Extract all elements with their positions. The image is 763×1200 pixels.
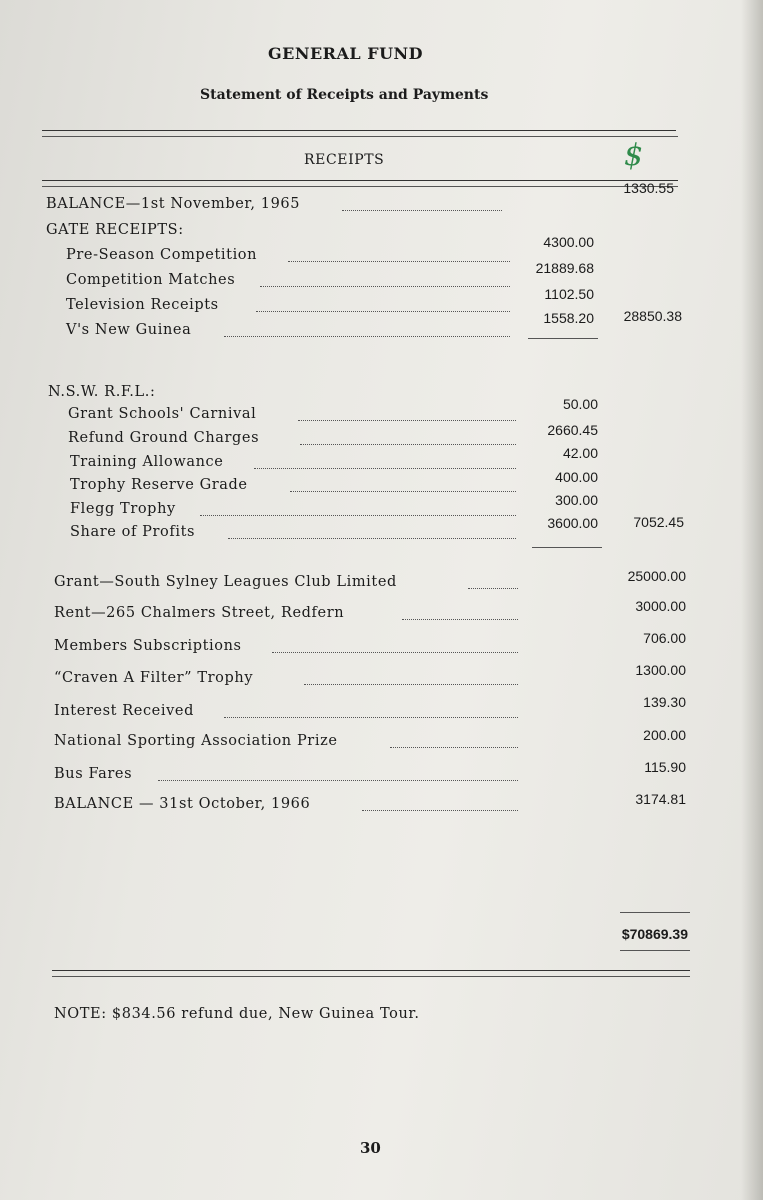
nswrfl-item-label: Trophy Reserve Grade (70, 477, 248, 493)
leader-dots (260, 286, 510, 287)
nswrfl-item-label: Training Allowance (70, 454, 224, 470)
nswrfl-item-amount: 2660.45 (547, 422, 598, 438)
other-item-label: “Craven A Filter” Trophy (54, 670, 254, 686)
gate-receipts-total: 28850.38 (623, 308, 682, 324)
leader-dots (256, 311, 510, 312)
other-item-label: National Sporting Association Prize (54, 733, 338, 749)
leader-dots (200, 515, 516, 516)
other-item-total: 3000.00 (635, 598, 686, 614)
nswrfl-item-amount: 3600.00 (547, 515, 598, 531)
leader-dots (224, 336, 510, 337)
nswrfl-item-amount: 400.00 (555, 469, 598, 485)
page-number: 30 (360, 1139, 381, 1157)
page-spine-shadow (741, 0, 763, 1200)
leader-dots (362, 810, 518, 811)
opening-balance-total: 1330.55 (623, 180, 674, 196)
gate-item-label: Competition Matches (66, 272, 236, 288)
grand-total: $70869.39 (621, 926, 688, 942)
header-rule-bottom-2 (42, 186, 678, 187)
leader-dots (158, 780, 518, 781)
leader-dots (390, 747, 518, 748)
header-rule-top-2 (42, 136, 678, 137)
leader-dots (288, 261, 510, 262)
nswrfl-item-label: Grant Schools' Carnival (68, 406, 257, 422)
nswrfl-heading: N.S.W. R.F.L.: (48, 384, 156, 400)
dollar-handwritten-mark: $ (624, 138, 644, 173)
leader-dots (342, 210, 502, 211)
nswrfl-item-amount: 50.00 (562, 396, 598, 412)
gate-item-label: Television Receipts (66, 297, 219, 313)
header-rule-top (42, 130, 676, 131)
leader-dots (468, 588, 518, 589)
other-item-label: Bus Fares (54, 766, 133, 782)
nswrfl-item-amount: 42.00 (562, 445, 598, 461)
other-item-total: 115.90 (644, 759, 686, 775)
nswrfl-item-label: Share of Profits (70, 524, 196, 540)
closing-balance-total: 3174.81 (635, 791, 686, 807)
gate-receipts-heading: GATE RECEIPTS: (46, 222, 184, 238)
leader-dots (254, 468, 516, 469)
grand-total-rule-top (620, 912, 690, 913)
gate-item-amount: 21889.68 (535, 260, 594, 276)
other-item-total: 200.00 (643, 727, 686, 743)
subtotal-rule (528, 338, 598, 339)
other-item-label: Members Subscriptions (54, 638, 242, 654)
gate-item-amount: 1558.20 (543, 310, 594, 326)
other-item-total: 25000.00 (627, 568, 686, 584)
leader-dots (304, 684, 518, 685)
other-item-total: 706.00 (643, 630, 686, 646)
header-rule-bottom (42, 180, 678, 181)
nswrfl-item-amount: 300.00 (555, 492, 598, 508)
leader-dots (298, 420, 516, 421)
nswrfl-item-label: Refund Ground Charges (68, 430, 260, 446)
page-title: GENERAL FUND (268, 44, 424, 63)
other-item-label: Rent—265 Chalmers Street, Redfern (54, 605, 345, 621)
other-item-total: 1300.00 (635, 662, 686, 678)
other-item-total: 139.30 (643, 694, 686, 710)
grand-total-rule-bottom (620, 950, 690, 951)
nswrfl-total: 7052.45 (633, 514, 684, 530)
other-item-label: Grant—South Sylney Leagues Club Limited (54, 574, 397, 590)
note: NOTE: $834.56 refund due, New Guinea Tour. (54, 1006, 420, 1022)
footer-rule-2 (52, 976, 690, 977)
subtotal-rule (532, 547, 602, 548)
leader-dots (228, 538, 516, 539)
leader-dots (402, 619, 518, 620)
closing-balance-label: BALANCE — 31st October, 1966 (54, 796, 311, 812)
gate-item-amount: 1102.50 (544, 286, 594, 302)
leader-dots (300, 444, 516, 445)
gate-item-label: V's New Guinea (66, 322, 192, 338)
footer-rule (52, 970, 690, 971)
page-subtitle: Statement of Receipts and Payments (200, 87, 489, 103)
gate-item-amount: 4300.00 (543, 234, 594, 250)
other-item-label: Interest Received (54, 703, 194, 719)
nswrfl-item-label: Flegg Trophy (70, 501, 176, 517)
leader-dots (272, 652, 518, 653)
leader-dots (224, 717, 518, 718)
receipts-heading: RECEIPTS (304, 152, 385, 168)
opening-balance-label: BALANCE—1st November, 1965 (46, 196, 301, 212)
leader-dots (290, 491, 516, 492)
gate-item-label: Pre-Season Competition (66, 247, 258, 263)
